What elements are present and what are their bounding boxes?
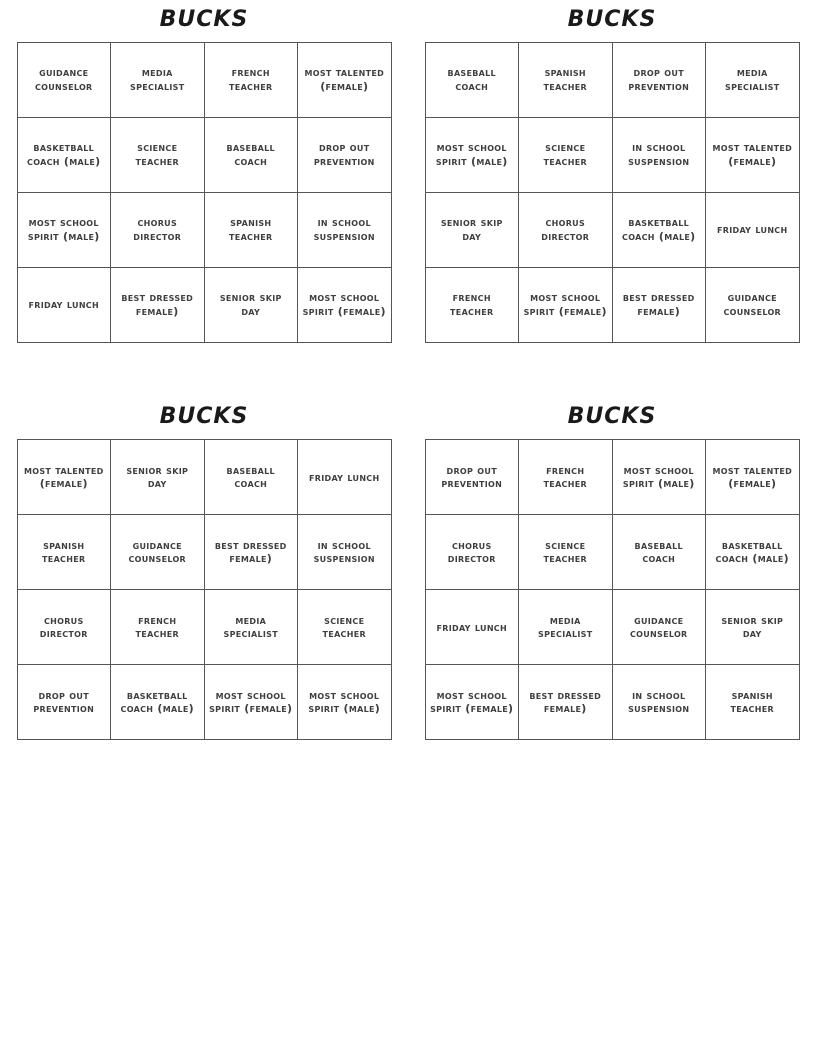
bingo-cell-label: best dressed female) <box>121 291 194 319</box>
bingo-cell[interactable] <box>519 590 613 665</box>
bingo-cell-label: media specialist <box>538 613 593 641</box>
bingo-cell-label: most talented (female) <box>712 463 793 491</box>
bingo-cell[interactable] <box>425 590 519 665</box>
bingo-cell-label: best dressed female) <box>622 291 695 319</box>
bingo-cell-label: guidance counselor <box>128 538 187 566</box>
bingo-cell-label: spanish teacher <box>229 216 273 244</box>
bingo-cell[interactable] <box>204 193 298 268</box>
bingo-cell-label: most school spirit (male) <box>308 688 381 716</box>
bingo-cell[interactable] <box>111 43 205 118</box>
bingo-cell[interactable] <box>425 440 519 515</box>
bingo-cell[interactable] <box>612 268 706 343</box>
bingo-cell[interactable] <box>425 665 519 740</box>
card-title: BUCKS <box>159 404 249 430</box>
bingo-cell-label: drop out prevention <box>441 463 503 491</box>
bingo-cell[interactable] <box>612 590 706 665</box>
bingo-cell[interactable] <box>612 43 706 118</box>
bingo-cell-label: best dressed female) <box>529 688 602 716</box>
bingo-cell[interactable] <box>204 43 298 118</box>
bingo-row <box>17 590 391 665</box>
bingo-cell[interactable] <box>519 515 613 590</box>
bingo-cell-label: science teacher <box>322 613 366 641</box>
bingo-cell-label: guidance counselor <box>34 66 93 94</box>
bingo-row <box>425 665 799 740</box>
bingo-grid <box>425 42 800 343</box>
bingo-cell[interactable] <box>17 118 111 193</box>
bingo-cell[interactable] <box>612 665 706 740</box>
bingo-cell-label: spanish teacher <box>42 538 86 566</box>
bingo-cell[interactable] <box>706 515 800 590</box>
bingo-cell-label: friday lunch <box>309 470 380 484</box>
bingo-cell[interactable] <box>706 665 800 740</box>
bingo-cell[interactable] <box>111 440 205 515</box>
bingo-card <box>408 8 816 343</box>
bingo-cell-label: drop out prevention <box>313 141 375 169</box>
bingo-cell[interactable] <box>519 118 613 193</box>
bingo-cell-label: chorus director <box>541 216 590 244</box>
bingo-cell[interactable] <box>706 193 800 268</box>
bingo-cell-label: baseball coach <box>226 141 275 169</box>
bingo-cell-label: spanish teacher <box>730 688 774 716</box>
bingo-cell[interactable] <box>706 590 800 665</box>
bingo-grid <box>17 42 392 343</box>
bingo-cell[interactable] <box>17 43 111 118</box>
card-title: BUCKS <box>159 7 249 32</box>
bingo-cell[interactable] <box>111 665 205 740</box>
bingo-cell[interactable] <box>425 515 519 590</box>
bingo-row <box>425 590 799 665</box>
bingo-row <box>17 43 391 118</box>
bingo-cell-label: chorus director <box>133 216 182 244</box>
bingo-row <box>17 515 391 590</box>
bingo-cell[interactable] <box>706 43 800 118</box>
bingo-cell-label: science teacher <box>135 141 179 169</box>
bingo-cell-label: chorus director <box>447 538 496 566</box>
bingo-cell-label: baseball coach <box>447 66 496 94</box>
bingo-cell[interactable] <box>204 440 298 515</box>
bingo-cell[interactable] <box>298 590 392 665</box>
bingo-row <box>425 43 799 118</box>
bingo-card <box>0 8 408 343</box>
bingo-grid <box>425 439 800 740</box>
bingo-cell-label: most school spirit (male) <box>27 216 100 244</box>
bingo-cell-label: senior skip day <box>721 613 784 641</box>
bingo-cell-label: friday lunch <box>436 620 507 634</box>
bingo-cell-label: most school spirit (male) <box>622 463 695 491</box>
bingo-cell-label: most school spirit (female) <box>209 688 293 716</box>
bingo-cell-label: in school suspension <box>313 216 375 244</box>
bingo-cell[interactable] <box>612 118 706 193</box>
bingo-cell[interactable] <box>298 193 392 268</box>
bingo-cell-label: most school spirit (female) <box>302 291 386 319</box>
bingo-cell[interactable] <box>111 515 205 590</box>
bingo-cell[interactable] <box>612 440 706 515</box>
bingo-cell-label: most school spirit (male) <box>435 141 508 169</box>
bingo-row <box>17 440 391 515</box>
bingo-cell[interactable] <box>17 440 111 515</box>
bingo-cell-label: friday lunch <box>28 298 99 312</box>
bingo-cell[interactable] <box>111 193 205 268</box>
bingo-cell-label: french teacher <box>450 291 494 319</box>
bingo-cell[interactable] <box>17 665 111 740</box>
bingo-cell[interactable] <box>519 665 613 740</box>
bingo-cell-label: most school spirit (female) <box>523 291 607 319</box>
bingo-cell-label: basketball coach (male) <box>120 688 194 716</box>
card-title: BUCKS <box>567 404 657 430</box>
bingo-cell-label: most talented (female) <box>23 463 104 491</box>
bingo-cell[interactable] <box>519 43 613 118</box>
bingo-cell[interactable] <box>111 118 205 193</box>
bingo-cell[interactable] <box>519 268 613 343</box>
bingo-row <box>425 193 799 268</box>
bingo-cell[interactable] <box>706 118 800 193</box>
bingo-cell-label: best dressed female) <box>214 538 287 566</box>
bingo-cell-label: media specialist <box>223 613 278 641</box>
bingo-row <box>425 440 799 515</box>
bingo-cell-label: media specialist <box>725 66 780 94</box>
card-title: BUCKS <box>567 7 657 32</box>
bingo-cell-label: drop out prevention <box>628 66 690 94</box>
bingo-cell-label: guidance counselor <box>629 613 688 641</box>
bingo-grid <box>17 439 392 740</box>
bingo-cell[interactable] <box>17 515 111 590</box>
bingo-row <box>425 515 799 590</box>
bingo-cell-label: media specialist <box>130 66 185 94</box>
bingo-cell[interactable] <box>612 515 706 590</box>
bingo-cell-label: spanish teacher <box>543 66 587 94</box>
bingo-cell[interactable] <box>111 590 205 665</box>
bingo-cell[interactable] <box>17 590 111 665</box>
bingo-cell[interactable] <box>17 193 111 268</box>
bingo-cell[interactable] <box>298 665 392 740</box>
bingo-cell-label: chorus director <box>39 613 88 641</box>
bingo-cell[interactable] <box>298 440 392 515</box>
bingo-cell-label: drop out prevention <box>33 688 95 716</box>
bingo-cell-label: science teacher <box>543 538 587 566</box>
bingo-cell-label: in school suspension <box>628 688 690 716</box>
bingo-row <box>425 118 799 193</box>
bingo-cell-label: senior skip day <box>126 463 189 491</box>
bingo-cell[interactable] <box>519 440 613 515</box>
bingo-row <box>425 268 799 343</box>
bingo-cell[interactable] <box>425 193 519 268</box>
bingo-cell[interactable] <box>612 193 706 268</box>
bingo-cell-label: basketball coach (male) <box>715 538 789 566</box>
bingo-cell[interactable] <box>298 118 392 193</box>
bingo-cell[interactable] <box>298 43 392 118</box>
bingo-cards-grid <box>0 8 816 802</box>
bingo-cell[interactable] <box>298 515 392 590</box>
bingo-cell-label: in school suspension <box>628 141 690 169</box>
bingo-cell-label: guidance counselor <box>723 291 782 319</box>
bingo-cell[interactable] <box>204 590 298 665</box>
bingo-cell[interactable] <box>519 193 613 268</box>
bingo-cell[interactable] <box>204 515 298 590</box>
bingo-cell[interactable] <box>425 43 519 118</box>
bingo-cell[interactable] <box>425 118 519 193</box>
bingo-cell-label: friday lunch <box>717 223 788 237</box>
bingo-cell-label: basketball coach (male) <box>27 141 101 169</box>
bingo-card <box>0 405 408 740</box>
bingo-cell[interactable] <box>204 268 298 343</box>
bingo-cell[interactable] <box>298 268 392 343</box>
bingo-cell-label: senior skip day <box>440 216 503 244</box>
bingo-row <box>17 118 391 193</box>
bingo-cell-label: basketball coach (male) <box>622 216 696 244</box>
bingo-cell-label: french teacher <box>229 66 273 94</box>
bingo-cell[interactable] <box>204 118 298 193</box>
bingo-card <box>408 405 816 740</box>
bingo-cell[interactable] <box>706 440 800 515</box>
bingo-cell-label: science teacher <box>543 141 587 169</box>
bingo-cell-label: in school suspension <box>313 538 375 566</box>
bingo-cell-label: senior skip day <box>219 291 282 319</box>
bingo-row <box>17 665 391 740</box>
bingo-cell-label: baseball coach <box>634 538 683 566</box>
bingo-cell[interactable] <box>425 268 519 343</box>
bingo-cell-label: most talented (female) <box>712 141 793 169</box>
bingo-cell-label: french teacher <box>135 613 179 641</box>
bingo-cell-label: most talented (female) <box>304 66 385 94</box>
bingo-cell-label: french teacher <box>543 463 587 491</box>
bingo-cell-label: baseball coach <box>226 463 275 491</box>
bingo-cell[interactable] <box>111 268 205 343</box>
bingo-cell[interactable] <box>204 665 298 740</box>
bingo-row <box>17 268 391 343</box>
bingo-row <box>17 193 391 268</box>
bingo-cell[interactable] <box>17 268 111 343</box>
bingo-cell[interactable] <box>706 268 800 343</box>
bingo-cell-label: most school spirit (female) <box>430 688 514 716</box>
